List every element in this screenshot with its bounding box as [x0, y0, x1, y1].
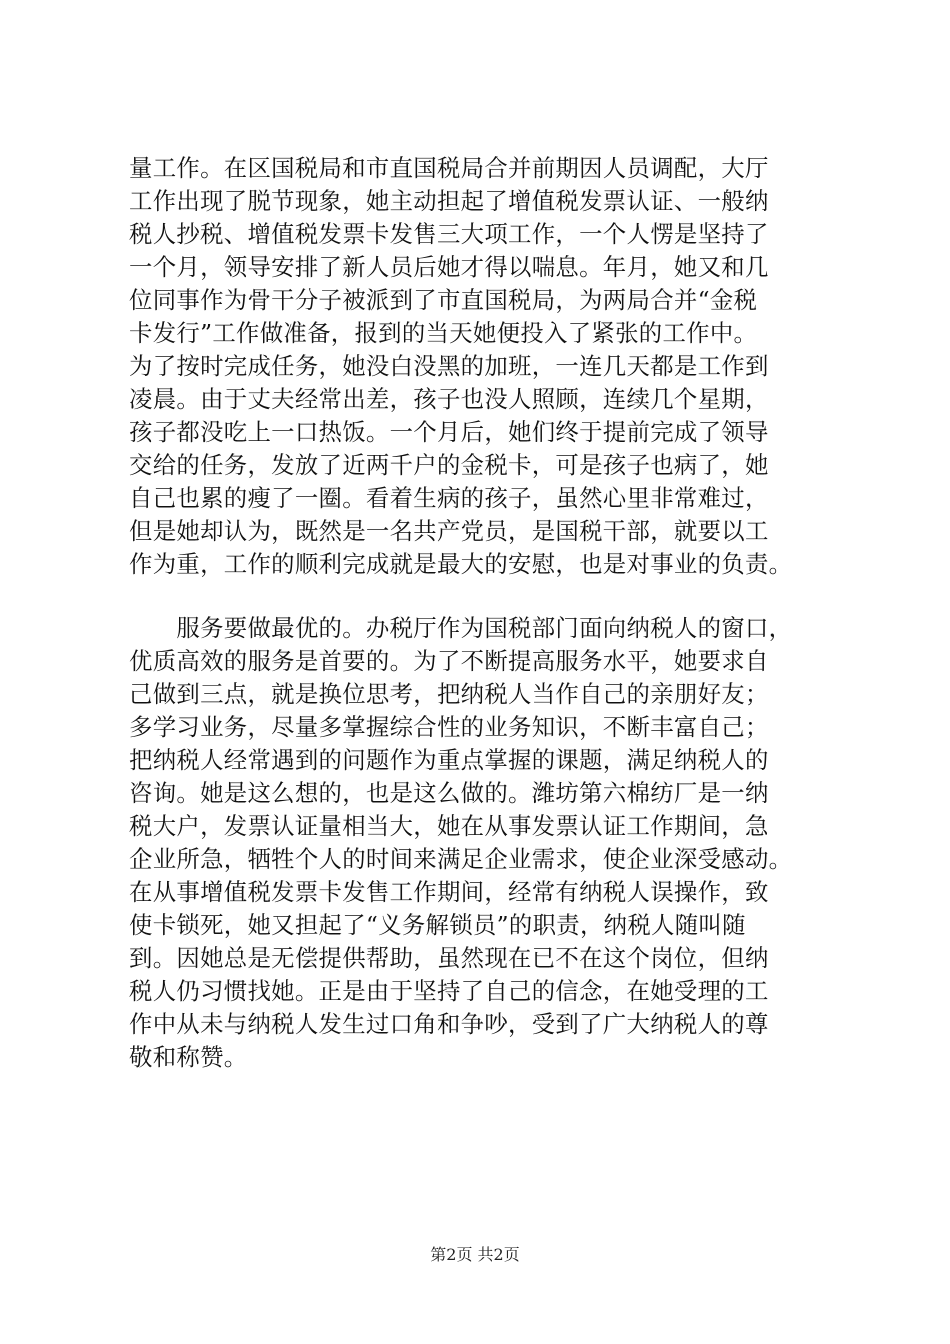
text-line: 使卡锁死，她又担起了“义务解锁员”的职责，纳税人随叫随 [129, 911, 746, 939]
paragraph-spacer [129, 581, 825, 612]
text-line: 孩子都没吃上一口热饭。一个月后，她们终于提前完成了领导 [129, 418, 769, 446]
text-line: 优质高效的服务是首要的。为了不断提高服务水平，她要求自 [129, 647, 769, 675]
text-line: 税人抄税、增值税发票卡发售三大项工作，一个人愣是坚持了 [129, 220, 769, 248]
text-line: 一个月，领导安排了新人员后她才得以喘息。年月，她又和几 [129, 253, 769, 281]
text-line: 咨询。她是这么想的，也是这么做的。潍坊第六棉纺厂是一纳 [129, 779, 769, 807]
text-line: 交给的任务，发放了近两千户的金税卡，可是孩子也病了，她 [129, 451, 769, 479]
text-line: 敬和称赞。 [129, 1043, 248, 1071]
text-line: 卡发行”工作做准备，报到的当天她便投入了紧张的工作中。 [129, 319, 758, 347]
text-line: 己做到三点，就是换位思考，把纳税人当作自己的亲朋好友； [129, 680, 769, 708]
text-line: 在从事增值税发票卡发售工作期间，经常有纳税人误操作，致 [129, 878, 769, 906]
text-line: 作中从未与纳税人发生过口角和争吵，受到了广大纳税人的尊 [129, 1010, 769, 1038]
paragraph-2 [129, 612, 825, 1074]
paragraph-1 [129, 152, 825, 581]
text-line: 位同事作为骨干分子被派到了市直国税局，为两局合并“金税 [129, 286, 758, 314]
text-line: 作为重，工作的顺利完成就是最大的安慰，也是对事业的负责。 [129, 550, 793, 578]
text-line: 企业所急，牺牲个人的时间来满足企业需求，使企业深受感动。 [129, 845, 793, 873]
text-line: 但是她却认为，既然是一名共产党员，是国税干部，就要以工 [129, 517, 769, 545]
text-line: 为了按时完成任务，她没白没黑的加班，一连几天都是工作到 [129, 352, 769, 380]
body-text [129, 152, 825, 1074]
text-line: 工作出现了脱节现象，她主动担起了增值税发票认证、一般纳 [129, 187, 769, 215]
text-line: 税大户，发票认证量相当大，她在从事发票认证工作期间，急 [129, 812, 769, 840]
text-line: 多学习业务，尽量多掌握综合性的业务知识，不断丰富自己； [129, 713, 769, 741]
text-line: 凌晨。由于丈夫经常出差，孩子也没人照顾，连续几个星期， [129, 385, 769, 413]
text-line: 服务要做最优的。办税厅作为国税部门面向纳税人的窗口， [129, 614, 793, 642]
text-line: 把纳税人经常遇到的问题作为重点掌握的课题，满足纳税人的 [129, 746, 769, 774]
text-line: 自己也累的瘦了一圈。看着生病的孩子，虽然心里非常难过， [129, 484, 769, 512]
text-line: 量工作。在区国税局和市直国税局合并前期因人员调配，大厅 [129, 154, 769, 182]
page-footer: 第2页 共2页 [430, 1245, 520, 1264]
text-line: 税人仍习惯找她。正是由于坚持了自己的信念，在她受理的工 [129, 977, 769, 1005]
text-line: 到。因她总是无偿提供帮助，虽然现在已不在这个岗位，但纳 [129, 944, 769, 972]
